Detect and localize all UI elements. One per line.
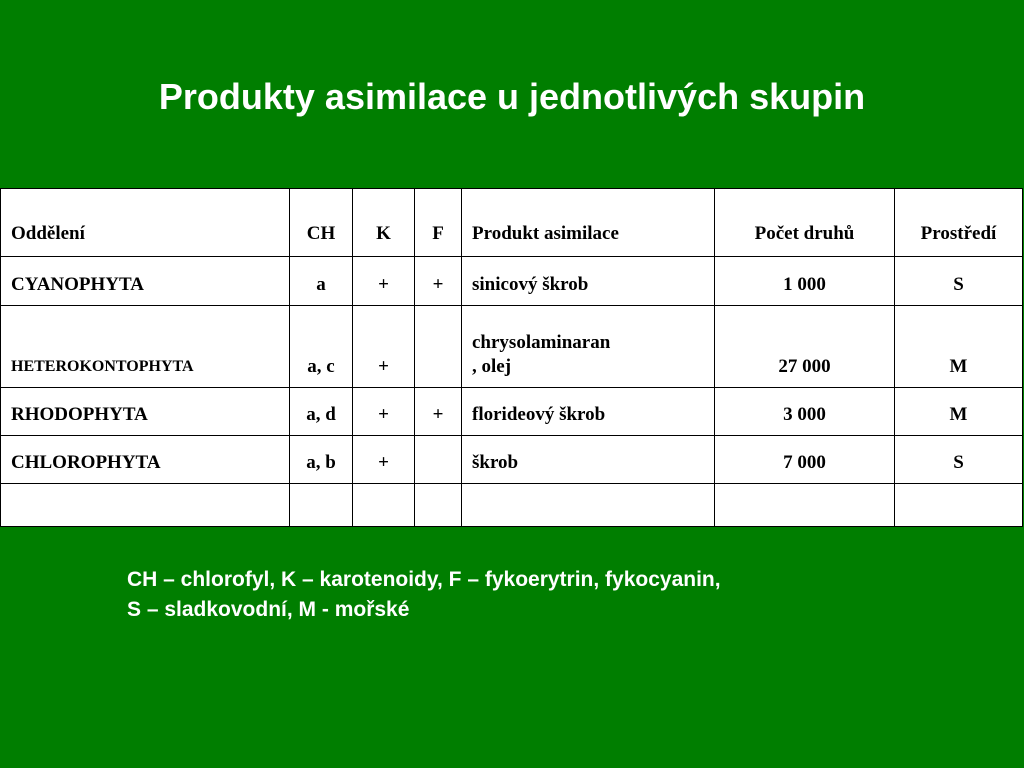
cell-k: [353, 484, 415, 527]
header-cell-environment: Prostředí: [895, 189, 1023, 257]
cell-product: škrob: [462, 436, 715, 484]
cell-ch: a, b: [290, 436, 353, 484]
cell-f: [415, 436, 462, 484]
header-cell-product: Produkt asimilace: [462, 189, 715, 257]
cell-species-count: 7 000: [715, 436, 895, 484]
table-row: [1, 388, 1023, 436]
cell-product: [462, 484, 715, 527]
cell-environment: S: [895, 436, 1023, 484]
header-cell-division: Oddělení: [1, 189, 290, 257]
table-row: [1, 306, 1023, 388]
cell-environment: M: [895, 306, 1023, 388]
cell-ch: [290, 484, 353, 527]
legend-line: S – sladkovodní, M - mořské: [127, 598, 410, 621]
cell-division: HETEROKONTOPHYTA: [1, 306, 290, 388]
header-cell-ch: CH: [290, 189, 353, 257]
table-row: [1, 436, 1023, 484]
cell-f: [415, 306, 462, 388]
header-cell-k: K: [353, 189, 415, 257]
cell-f: +: [415, 257, 462, 306]
header-cell-f: F: [415, 189, 462, 257]
cell-environment: [895, 484, 1023, 527]
assimilation-table: [0, 188, 1023, 527]
cell-k: +: [353, 388, 415, 436]
cell-environment: S: [895, 257, 1023, 306]
cell-ch: a, d: [290, 388, 353, 436]
legend-line: CH – chlorofyl, K – karotenoidy, F – fykoerytrin, fykocyanin,: [127, 568, 721, 591]
cell-k: +: [353, 257, 415, 306]
cell-product: florideový škrob: [462, 388, 715, 436]
cell-species-count: 27 000: [715, 306, 895, 388]
cell-species-count: 3 000: [715, 388, 895, 436]
cell-division: CYANOPHYTA: [1, 257, 290, 306]
table-header-row: [1, 189, 1023, 257]
cell-environment: M: [895, 388, 1023, 436]
cell-ch: a: [290, 257, 353, 306]
header-cell-species-count: Počet druhů: [715, 189, 895, 257]
cell-division: CHLOROPHYTA: [1, 436, 290, 484]
cell-k: +: [353, 306, 415, 388]
cell-f: [415, 484, 462, 527]
table-row-empty: [1, 484, 1023, 527]
cell-f: +: [415, 388, 462, 436]
cell-k: +: [353, 436, 415, 484]
cell-product: sinicový škrob: [462, 257, 715, 306]
cell-species-count: 1 000: [715, 257, 895, 306]
table-row: [1, 257, 1023, 306]
cell-species-count: [715, 484, 895, 527]
cell-division: [1, 484, 290, 527]
cell-division: RHODOPHYTA: [1, 388, 290, 436]
cell-ch: a, c: [290, 306, 353, 388]
cell-product: chrysolaminaran , olej: [462, 306, 715, 388]
legend-text: [127, 565, 987, 625]
slide-title: Produkty asimilace u jednotlivých skupin: [158, 76, 866, 117]
